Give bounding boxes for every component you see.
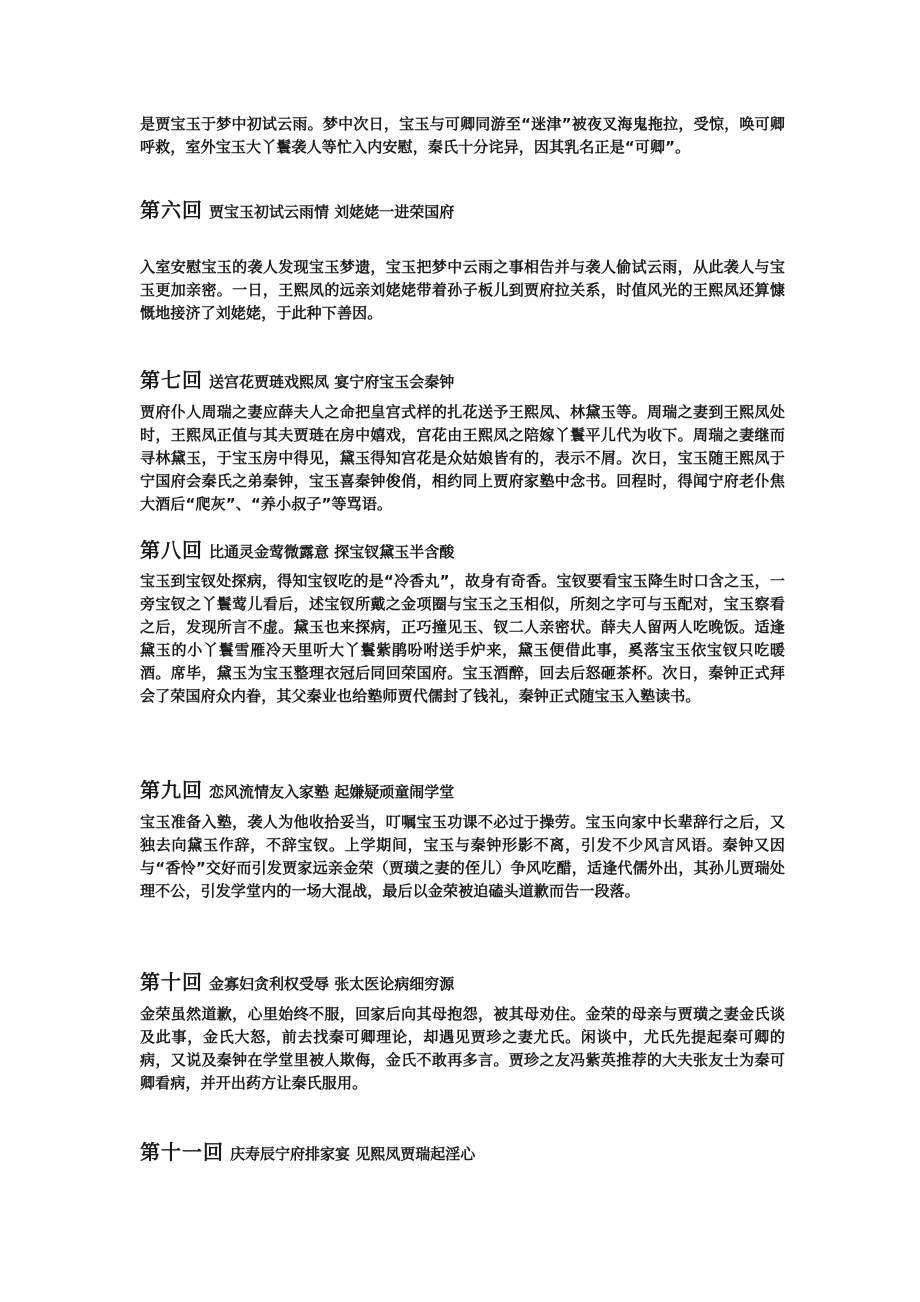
- chapter-7-title: 送宫花贾琏戏熙凤 宴宁府宝玉会秦钟: [209, 373, 455, 391]
- chapter-11-number: 第十一回: [140, 1140, 224, 1164]
- chapter-6-number: 第六回: [140, 198, 203, 222]
- chapter-8-heading: [140, 534, 785, 563]
- chapter-10-title: 金寡妇贪利权受辱 张太医论病细穷源: [209, 975, 455, 993]
- chapter-7-heading: [140, 364, 785, 393]
- paragraph-chapter-10: 金荣虽然道歉，心里始终不服，回家后向其母抱怨，被其母劝住。金荣的母亲与贾璜之妻金氏谈及此事，金氏大怒，前去找秦可卿理论，却遇见贾珍之妻尤氏。闲谈中，尤氏先提起秦可卿的病，又说及秦钟在学堂里被人欺侮，金氏不敢再多言。贾珍之友冯紫英推荐的大夫张友士为秦可卿看病，并开出药方让秦氏服用。: [140, 1005, 785, 1092]
- chapter-6-title: 贾宝玉初试云雨情 刘姥姥一进荣国府: [209, 203, 455, 221]
- chapter-8-title: 比通灵金莺微露意 探宝钗黛玉半含酸: [209, 543, 455, 561]
- paragraph-chapter-9: 宝玉准备入塾，袭人为他收拾妥当，叮嘱宝玉功课不必过于操劳。宝玉向家中长辈辞行之后，又独去向黛玉作辞，不辞宝钗。上学期间，宝玉与秦钟形影不离，引发不少风言风语。秦钟又因与“香怜”交好而引发贾家远亲金荣（贾璜之妻的侄儿）争风吃醋，适逢代儒外出，其孙儿贾瑞处理不公，引发学堂内的一场大混战，最后以金荣被迫磕头道歉而告一段落。: [140, 813, 785, 900]
- chapter-10-heading: [140, 966, 785, 995]
- chapter-9-title: 恋风流情友入家塾 起嫌疑顽童闹学堂: [209, 783, 455, 801]
- chapter-9-number: 第九回: [140, 778, 203, 802]
- chapter-8-number: 第八回: [140, 538, 203, 562]
- paragraph-chapter-5-summary: 是贾宝玉于梦中初试云雨。梦中次日，宝玉与可卿同游至“迷津”被夜叉海鬼拖拉，受惊，唤可卿呼救，室外宝玉大丫鬟袭人等忙入内安慰，秦氏十分诧异，因其乳名正是“可卿”。: [140, 115, 785, 156]
- paragraph-chapter-7: 贾府仆人周瑞之妻应薛夫人之命把皇宫式样的扎花送予王熙凤、林黛玉等。周瑞之妻到王熙凤处时，王熙凤正值与其夫贾琏在房中嬉戏，宫花由王熙凤之陪嫁丫鬟平儿代为收下。周瑞之妻继而寻林黛玉，于宝玉房中得见，黛玉得知宫花是众姑娘皆有的，表示不屑。次日，宝玉随王熙凤于宁国府会秦氏之弟秦钟，宝玉喜秦钟俊俏，相约同上贾府家塾中念书。回程时，得闻宁府老仆焦大酒后“爬灰”、“养小叔子”等骂语。: [140, 403, 785, 513]
- paragraph-chapter-8: 宝玉到宝钗处探病，得知宝钗吃的是“冷香丸”，故身有奇香。宝钗要看宝玉降生时口含之玉，一旁宝钗之丫鬟莺儿看后，述宝钗所戴之金项圈与宝玉之玉相似，所刻之字可与玉配对，宝玉察看之后，发现所言不虚。黛玉也来探病，正巧撞见玉、钗二人亲密状。薛夫人留两人吃晚饭。适逢黛玉的小丫鬟雪雁冷天里听大丫鬟紫鹃吩咐送手炉来，黛玉便借此事，奚落宝玉依宝钗只吃暖酒。席毕，黛玉为宝玉整理衣冠后同回荣国府。宝玉酒醉，回去后怒砸茶杯。次日，秦钟正式拜会了荣国府众内眷，其父秦业也给塾师贾代儒封了钱礼，秦钟正式随宝玉入塾读书。: [140, 572, 785, 705]
- chapter-9-heading: [140, 774, 785, 803]
- chapter-10-number: 第十回: [140, 970, 203, 994]
- chapter-7-number: 第七回: [140, 368, 203, 392]
- chapter-6-heading: [140, 194, 785, 223]
- chapter-11-title: 庆寿辰宁府排家宴 见熙凤贾瑞起淫心: [230, 1145, 476, 1163]
- paragraph-chapter-6: 入室安慰宝玉的袭人发现宝玉梦遗，宝玉把梦中云雨之事相告并与袭人偷试云雨，从此袭人与宝玉更加亲密。一日，王熙凤的远亲刘姥姥带着孙子板儿到贾府拉关系，时值风光的王熙凤还算慷慨地接济了刘姥姥，于此种下善因。: [140, 258, 785, 322]
- chapter-11-heading: [140, 1136, 785, 1165]
